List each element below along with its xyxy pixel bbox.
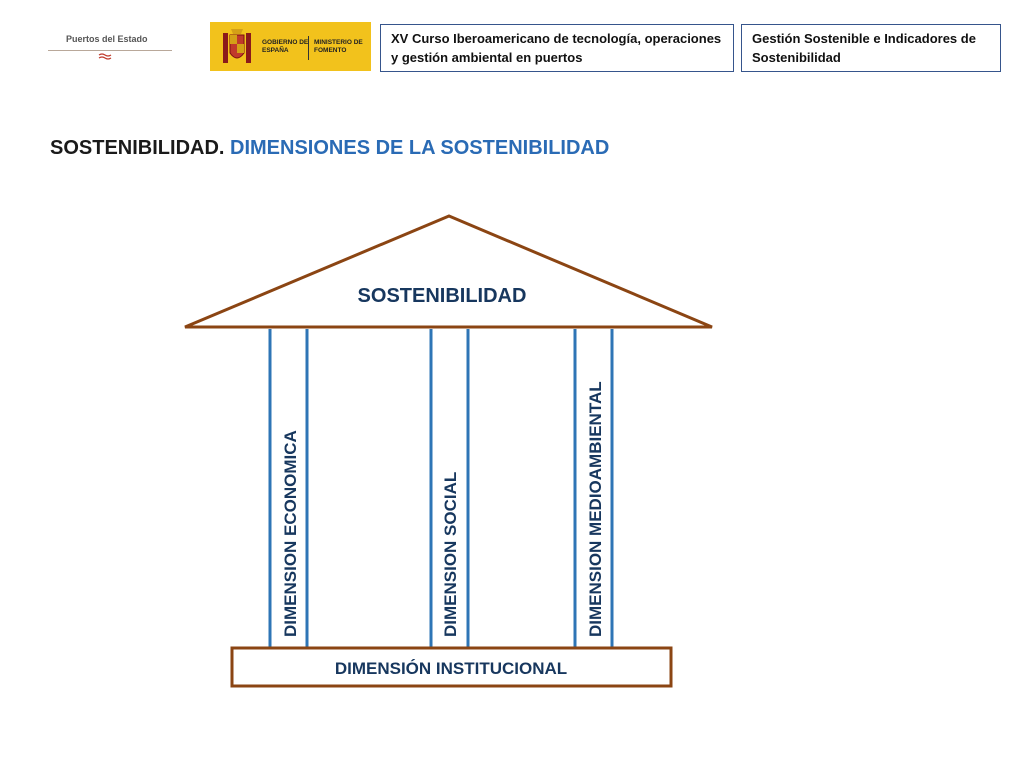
ministerio-text: MINISTERIO DE FOMENTO — [314, 39, 363, 54]
puertos-del-estado-logo-text: Puertos del Estado — [66, 34, 148, 44]
roof-triangle — [185, 216, 712, 327]
roof-label: SOSTENIBILIDAD — [357, 285, 527, 307]
slide-title-part2: DIMENSIONES DE LA SOSTENIBILIDAD — [230, 137, 610, 159]
pillar-social-label: DIMENSION SOCIAL — [441, 471, 460, 637]
gobierno-text: GOBIERNO DE ESPAÑA — [262, 39, 309, 54]
base-label: DIMENSIÓN INSTITUCIONAL — [334, 659, 568, 678]
pillar-economica — [270, 329, 307, 648]
course-title-box: XV Curso Iberoamericano de tecnología, operaciones y gestión ambiental en puertos — [380, 24, 734, 72]
module-title-box: Gestión Sostenible e Indicadores de Sostenibilidad — [741, 24, 1001, 72]
pillar-social — [431, 329, 468, 648]
slide-title-part1: SOSTENIBILIDAD. — [50, 137, 225, 159]
pillar-medioambiental-label: DIMENSION MEDIOAMBIENTAL — [586, 381, 605, 637]
pillar-economica-label: DIMENSION ECONOMICA — [281, 430, 300, 637]
pillar-medioambiental — [575, 329, 612, 648]
